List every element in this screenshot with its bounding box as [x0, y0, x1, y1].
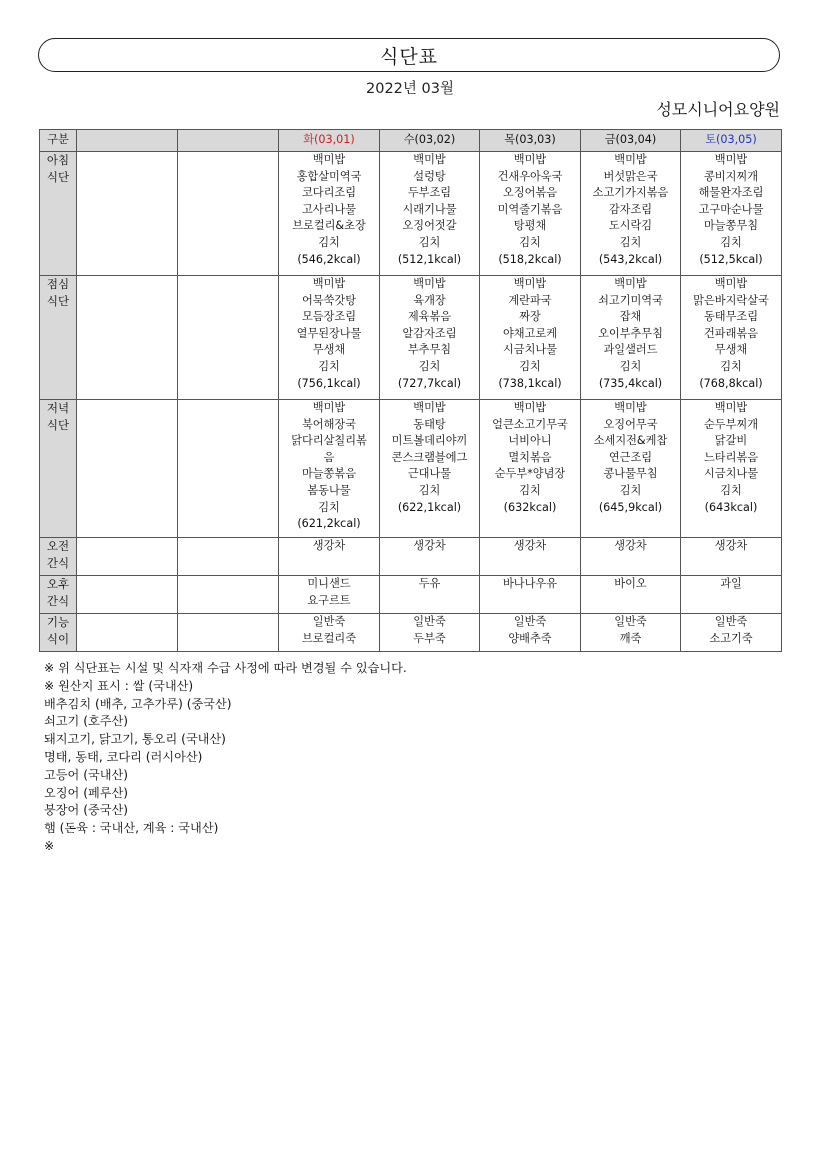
- menu-item: 시금치나물: [703, 467, 759, 481]
- menu-item: 김치: [318, 359, 340, 373]
- menu-item: 콩비지찌개: [703, 169, 759, 183]
- blank-cell: [77, 400, 178, 538]
- menu-item: 김치: [418, 235, 441, 249]
- menu-item: 음: [323, 450, 335, 464]
- blank-cell: [178, 576, 279, 614]
- row-label-line: 식단: [46, 293, 70, 308]
- menu-item: 브로컬리죽: [301, 631, 357, 645]
- menu-item: 깨죽: [619, 631, 642, 645]
- blank-cell: [178, 152, 279, 276]
- menu-cell-fri: [581, 614, 681, 652]
- note-line: ※ 위 식단표는 시설 및 식자재 수급 사정에 따라 변경될 수 있습니다.: [44, 661, 407, 675]
- menu-item: 닭다리살칠리볶: [291, 434, 367, 448]
- menu-item: 어묵쑥갓탕: [301, 293, 357, 307]
- menu-item: 일반죽: [714, 615, 748, 628]
- menu-item: 고구마순나물: [698, 202, 764, 216]
- menu-cell-fri: [581, 576, 681, 614]
- menu-item: 백미밥: [413, 277, 446, 290]
- menu-item: 생강차: [714, 539, 748, 552]
- menu-item: 멸치볶음: [508, 450, 552, 464]
- menu-item: 생강차: [312, 539, 346, 552]
- menu-cell-fri: [581, 400, 681, 538]
- menu-cell-wed: [380, 576, 480, 614]
- menu-cell-wed: [380, 614, 480, 652]
- menu-cell-wed: [380, 538, 480, 576]
- menu-item: 코다리조림: [301, 186, 357, 200]
- menu-cell-thu: [480, 276, 581, 400]
- blank-cell: [77, 538, 178, 576]
- menu-item: 시금치나물: [502, 343, 558, 357]
- menu-item: (512,1kcal): [397, 252, 462, 266]
- menu-item: 바나나우유: [502, 577, 558, 590]
- menu-item: 오징어젓갈: [402, 219, 457, 233]
- menu-item: 요구르트: [307, 593, 351, 607]
- period-label: 2022년 03월: [366, 81, 454, 97]
- menu-item: 백미밥: [312, 401, 346, 414]
- menu-item: 바이오: [614, 577, 647, 590]
- meal-row-morning-snack: [40, 538, 782, 576]
- blank-cell: [77, 276, 178, 400]
- menu-cell-thu: [480, 152, 581, 276]
- note-line: 돼지고기, 닭고기, 통오리 (국내산): [44, 732, 226, 747]
- menu-cell-fri: [581, 152, 681, 276]
- meal-row-breakfast: [40, 152, 782, 276]
- menu-item: 동태탕: [413, 417, 446, 431]
- menu-item: 제육볶음: [407, 310, 452, 324]
- menu-item: 김치: [720, 483, 742, 497]
- menu-item: 버섯맑은국: [603, 169, 658, 183]
- menu-cell-fri: [581, 276, 681, 400]
- menu-item: 김치: [619, 235, 642, 249]
- menu-item: 생강차: [513, 539, 547, 552]
- menu-item: (768,8kcal): [699, 376, 763, 390]
- row-label-line: 식이: [46, 631, 70, 646]
- menu-item: 느타리볶음: [703, 450, 759, 464]
- menu-item: 백미밥: [714, 153, 748, 166]
- menu-item: 김치: [619, 483, 642, 497]
- row-label-line: 간식: [46, 593, 70, 608]
- note-line: 쇠고기 (호주산): [44, 714, 129, 729]
- table-header-row: [40, 130, 782, 152]
- menu-item: 김치: [418, 483, 441, 497]
- menu-item: (632kcal): [503, 500, 557, 514]
- menu-item: 알감자조림: [402, 326, 457, 340]
- row-label-line: 기능: [46, 615, 70, 629]
- day-header-wed: 수(03,02): [380, 130, 480, 152]
- menu-item: (756,1kcal): [297, 376, 361, 390]
- menu-item: 김치: [318, 500, 340, 514]
- menu-item: 소고기가지볶음: [592, 186, 669, 200]
- menu-cell-sat: [681, 614, 782, 652]
- note-line: 햄 (돈육 : 국내산, 계육 : 국내산): [44, 821, 219, 836]
- menu-item: 잡채: [619, 310, 642, 324]
- menu-item: 미트볼데리야끼: [391, 434, 468, 448]
- menu-item: (621,2kcal): [297, 517, 361, 531]
- menu-item: 일반죽: [312, 615, 346, 628]
- meal-row-dinner: [40, 400, 782, 538]
- menu-item: 브로컬리&초장: [292, 219, 366, 233]
- blank-cell: [77, 614, 178, 652]
- day-header-fri: 금(03,04): [581, 130, 681, 152]
- row-label: [40, 538, 77, 576]
- menu-item: (727,7kcal): [397, 376, 462, 390]
- menu-item: 백미밥: [413, 153, 446, 166]
- menu-item: 모듬장조림: [301, 310, 357, 324]
- menu-item: 짜장: [519, 310, 541, 324]
- menu-cell-wed: [380, 400, 480, 538]
- menu-cell-sat: [681, 538, 782, 576]
- menu-item: 마늘쫑볶음: [301, 467, 357, 481]
- menu-item: 양배추죽: [508, 631, 552, 645]
- day-header-sat: 토(03,05): [681, 130, 782, 152]
- page-title: 식단표: [379, 45, 439, 68]
- meal-table: [39, 129, 782, 652]
- menu-item: 오이부추무침: [598, 326, 663, 340]
- note-line: 명태, 동태, 코다리 (러시아산): [44, 749, 203, 764]
- menu-item: 김치: [720, 359, 742, 373]
- menu-cell-sat: [681, 576, 782, 614]
- menu-item: 해물완자조림: [698, 186, 764, 200]
- menu-item: 계란파국: [508, 293, 552, 307]
- day-header-thu: 목(03,03): [480, 130, 581, 152]
- row-label-line: 저녁: [46, 401, 70, 415]
- menu-cell-thu: [480, 400, 581, 538]
- menu-item: 미니샌드: [307, 577, 351, 590]
- notes-section: [44, 660, 407, 856]
- menu-item: 백미밥: [413, 401, 446, 414]
- note-line: 오징어 (페루산): [44, 785, 129, 800]
- row-label: [40, 152, 77, 276]
- menu-cell-tue: [279, 276, 380, 400]
- menu-cell-wed: [380, 152, 480, 276]
- row-label-line: 오전: [46, 539, 70, 553]
- menu-item: (546,2kcal): [297, 252, 361, 266]
- menu-item: (622,1kcal): [397, 500, 462, 514]
- menu-item: 백미밥: [513, 277, 547, 290]
- menu-cell-fri: [581, 538, 681, 576]
- menu-item: 북어해장국: [301, 417, 357, 431]
- note-line: 배추김치 (배추, 고추가루) (중국산): [44, 696, 232, 711]
- menu-item: 순두부*양념장: [494, 467, 566, 481]
- menu-item: 감자조림: [608, 202, 653, 216]
- blank-header: [178, 130, 279, 152]
- menu-item: 두부죽: [413, 631, 446, 645]
- blank-header: [77, 130, 178, 152]
- menu-item: 육개장: [413, 293, 446, 307]
- menu-item: 쇠고기미역국: [598, 293, 663, 307]
- menu-item: 소고기죽: [709, 631, 753, 645]
- menu-item: 고사리나물: [301, 202, 357, 216]
- menu-item: 백미밥: [714, 277, 748, 290]
- menu-item: 생강차: [413, 539, 446, 552]
- meal-row-special-diet: [40, 614, 782, 652]
- menu-item: 근대나물: [407, 467, 452, 481]
- row-label-line: 식단: [46, 169, 70, 184]
- menu-cell-tue: [279, 614, 380, 652]
- row-label: [40, 276, 77, 400]
- blank-cell: [178, 276, 279, 400]
- menu-item: 연근조림: [608, 450, 653, 464]
- row-label: [40, 400, 77, 538]
- menu-item: 얼큰소고기무국: [492, 417, 568, 431]
- menu-item: 봄동나물: [307, 483, 351, 497]
- row-label: [40, 614, 77, 652]
- note-line: ※: [44, 838, 55, 853]
- menu-item: 김치: [619, 359, 642, 373]
- menu-item: 소세지전&케찹: [593, 434, 668, 448]
- menu-item: 백미밥: [513, 153, 547, 166]
- blank-cell: [77, 152, 178, 276]
- menu-item: 건새우아욱국: [497, 169, 563, 183]
- menu-item: 두유: [418, 577, 441, 590]
- menu-item: 콩나물무침: [603, 467, 658, 481]
- menu-item: 일반죽: [413, 615, 446, 628]
- facility-name: 성모시니어요양원: [656, 100, 780, 119]
- menu-item: (738,1kcal): [498, 376, 562, 390]
- menu-item: 생강차: [614, 539, 647, 552]
- menu-item: 홍합살미역국: [296, 169, 362, 183]
- menu-item: (643kcal): [704, 500, 758, 514]
- menu-item: 콘스크램블에그: [391, 450, 468, 464]
- menu-item: 김치: [418, 359, 441, 373]
- note-line: 붕장어 (중국산): [44, 803, 129, 818]
- menu-item: 일반죽: [513, 615, 547, 628]
- blank-cell: [77, 576, 178, 614]
- menu-item: 닭갈비: [714, 434, 748, 448]
- day-header-tue: 화(03,01): [279, 130, 380, 152]
- menu-item: 야채고로케: [502, 326, 558, 340]
- row-label-line: 간식: [46, 555, 70, 570]
- menu-item: 순두부찌개: [703, 417, 759, 431]
- menu-item: 김치: [519, 483, 541, 497]
- menu-item: 백미밥: [614, 277, 647, 290]
- menu-item: 부추무침: [407, 343, 452, 357]
- menu-item: 김치: [519, 359, 541, 373]
- menu-item: 백미밥: [614, 401, 647, 414]
- menu-cell-wed: [380, 276, 480, 400]
- meal-row-lunch: [40, 276, 782, 400]
- menu-cell-tue: [279, 400, 380, 538]
- menu-item: 과일샐러드: [603, 343, 658, 357]
- menu-item: 열무된장나물: [296, 326, 362, 340]
- menu-item: 오징어무국: [603, 417, 658, 431]
- blank-cell: [178, 538, 279, 576]
- menu-item: 무생채: [714, 343, 748, 357]
- menu-item: (512,5kcal): [699, 252, 763, 266]
- menu-item: 무생채: [312, 343, 346, 357]
- menu-item: 동태무조림: [703, 310, 759, 324]
- menu-item: 백미밥: [312, 153, 346, 166]
- menu-cell-sat: [681, 400, 782, 538]
- menu-item: 맑은바지락살국: [693, 293, 769, 307]
- menu-cell-sat: [681, 276, 782, 400]
- menu-cell-tue: [279, 576, 380, 614]
- menu-item: 시래기나물: [402, 202, 457, 216]
- menu-item: 백미밥: [614, 153, 647, 166]
- menu-cell-sat: [681, 152, 782, 276]
- corner-header: 구분: [40, 130, 77, 152]
- menu-item: 두부조림: [407, 186, 452, 200]
- row-label-line: 식단: [46, 417, 70, 432]
- menu-item: 김치: [318, 235, 340, 249]
- menu-item: (518,2kcal): [498, 252, 562, 266]
- row-label-line: 아침: [46, 153, 70, 167]
- row-label-line: 점심: [46, 277, 70, 291]
- menu-item: 오징어볶음: [502, 186, 558, 200]
- menu-item: 과일: [720, 577, 742, 590]
- menu-item: 미역줄기볶음: [497, 202, 563, 216]
- menu-item: 너비아니: [508, 434, 552, 448]
- row-label-line: 오후: [46, 577, 70, 591]
- menu-item: 설렁탕: [413, 169, 446, 183]
- menu-item: 도시락김: [608, 219, 653, 233]
- title-banner: [38, 38, 780, 72]
- menu-item: 일반죽: [614, 615, 647, 628]
- menu-cell-tue: [279, 538, 380, 576]
- row-label: [40, 576, 77, 614]
- menu-cell-tue: [279, 152, 380, 276]
- blank-cell: [178, 614, 279, 652]
- menu-item: 김치: [720, 235, 742, 249]
- menu-item: (735,4kcal): [598, 376, 663, 390]
- meal-row-afternoon-snack: [40, 576, 782, 614]
- menu-cell-thu: [480, 576, 581, 614]
- note-line: ※ 원산지 표시 : 쌀 (국내산): [44, 678, 194, 693]
- menu-item: 탕평채: [513, 219, 547, 233]
- menu-item: 마늘쫑무침: [703, 219, 759, 233]
- menu-item: 백미밥: [714, 401, 748, 414]
- menu-item: (543,2kcal): [598, 252, 663, 266]
- note-line: 고등어 (국내산): [44, 767, 129, 782]
- menu-item: 백미밥: [513, 401, 547, 414]
- menu-item: 김치: [519, 235, 541, 249]
- menu-item: 백미밥: [312, 277, 346, 290]
- menu-cell-thu: [480, 538, 581, 576]
- menu-cell-thu: [480, 614, 581, 652]
- menu-item: (645,9kcal): [598, 500, 663, 514]
- blank-cell: [178, 400, 279, 538]
- menu-item: 건파래볶음: [703, 326, 759, 340]
